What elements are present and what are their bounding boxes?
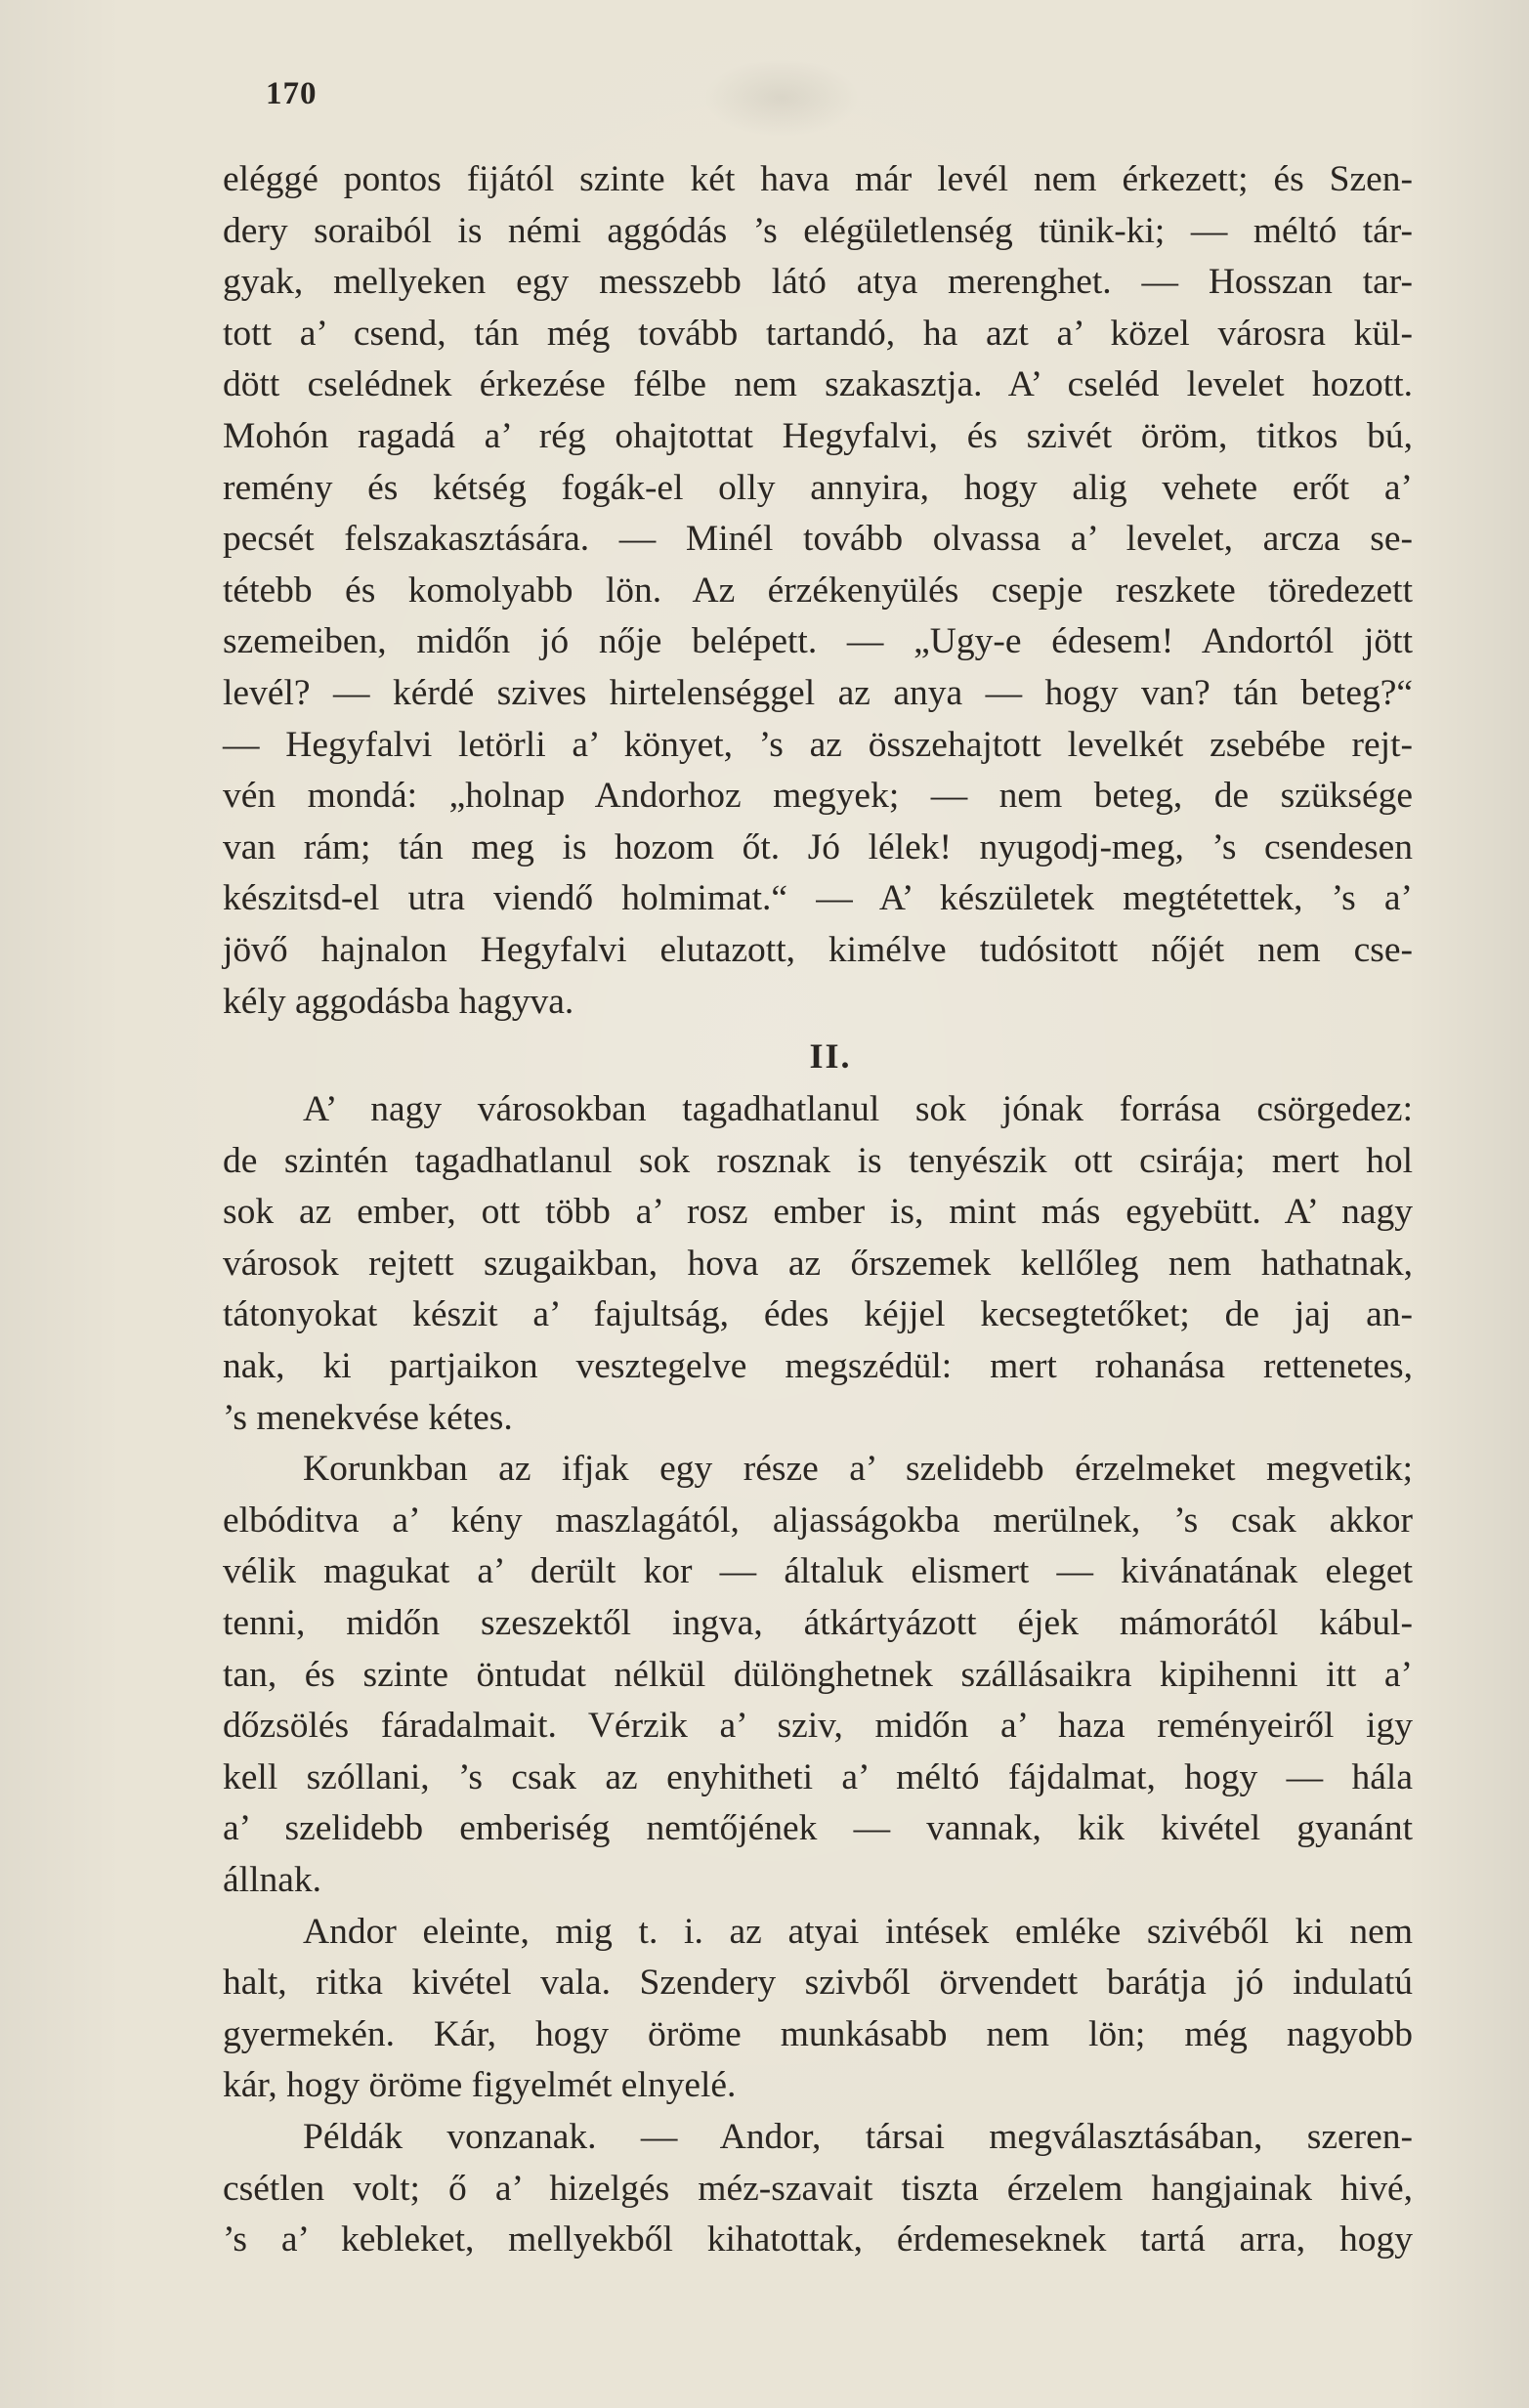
- text-line: gyak, mellyeken egy messzebb látó atya merenghet. — Hosszan tar-: [223, 262, 1413, 303]
- text-line: halt, ritka kivétel vala. Szendery szivből örvendett barátja jó indulatú: [223, 1963, 1413, 2004]
- paragraph-2: [223, 1084, 1413, 1444]
- body-text: [223, 154, 1413, 2266]
- text-line: kell szóllani, ’s csak az enyhitheti a’ méltó fájdalmat, hogy — hála: [223, 1756, 1413, 1797]
- text-line: gyermekén. Kár, hogy öröme munkásabb nem lön; még nagyobb: [223, 2013, 1413, 2054]
- text-line: remény és kétség fogák-el olly annyira, hogy alig vehete erőt a’: [223, 467, 1413, 508]
- text-line: sok az ember, ott több a’ rosz ember is, mint más egyebütt. A’ nagy: [223, 1192, 1413, 1233]
- text-line: Mohón ragadá a’ rég ohajtottat Hegyfalvi, és szivét öröm, titkos bú,: [223, 415, 1413, 456]
- text-line: — Hegyfalvi letörli a’ könyet, ’s az összehajtott levelkét zsebébe rejt-: [223, 724, 1413, 765]
- text-line: tott a’ csend, tán még tovább tartandó, ha azt a’ közel városra kül-: [223, 313, 1413, 354]
- text-line: pecsét felszakasztására. — Minél tovább olvassa a’ levelet, arcza se-: [223, 519, 1413, 560]
- text-line: ’s menekvése kétes.: [223, 1397, 513, 1438]
- text-line: elbóditva a’ kény maszlagától, aljasságokba merülnek, ’s csak akkor: [223, 1500, 1413, 1541]
- text-line: Példák vonzanak. — Andor, társai megválasztásában, szeren-: [303, 2116, 1413, 2157]
- text-line: csétlen volt; ő a’ hizelgés méz-szavait tiszta érzelem hangjainak hivé,: [223, 2168, 1413, 2209]
- text-line: a’ szelidebb emberiség nemtőjének — vannak, kik kivétel gyanánt: [223, 1808, 1413, 1849]
- text-line: van rám; tán meg is hozom őt. Jó lélek! nyugodj-meg, ’s csendesen: [223, 826, 1413, 867]
- text-line: levél? — kérdé szives hirtelenséggel az anya — hogy van? tán beteg?“: [223, 672, 1413, 713]
- text-line: kély aggodásba hagyva.: [223, 981, 574, 1022]
- text-line: dött cselédnek érkezése félbe nem szakasztja. A’ cseléd levelet hozott.: [223, 364, 1413, 405]
- text-line: dery soraiból is némi aggódás ’s elégületlenség tünik-ki; — méltó tár-: [223, 210, 1413, 251]
- text-line: tan, és szinte öntudat nélkül dülönghetnek szállásaikra kipihenni itt a’: [223, 1654, 1413, 1695]
- text-line: vélik magukat a’ derült kor — általuk elismert — kivánatának eleget: [223, 1551, 1413, 1592]
- text-line: tátonyokat készit a’ fajultság, édes kéjjel kecsegtetőket; de jaj an-: [223, 1294, 1413, 1335]
- text-line: eléggé pontos fijától szinte két hava már levél nem érkezett; és Szen-: [223, 159, 1413, 199]
- text-line: tenni, midőn szeszektől ingva, átkártyázott éjek mámorától kábul-: [223, 1603, 1413, 1644]
- paragraph-5: [223, 2112, 1413, 2266]
- text-line: készitsd-el utra viendő holmimat.“ — A’ készületek megtétettek, ’s a’: [223, 878, 1413, 919]
- text-line: állnak.: [223, 1860, 322, 1900]
- text-line: Andor eleinte, mig t. i. az atyai intések emléke szivéből ki nem: [303, 1911, 1413, 1952]
- text-line: városok rejtett szugaikban, hova az őrszemek kellőleg nem hathatnak,: [223, 1243, 1413, 1284]
- paragraph-3: [223, 1444, 1413, 1906]
- text-line: Korunkban az ifjak egy része a’ szelidebb érzelmeket megvetik;: [303, 1449, 1413, 1490]
- text-line: szemeiben, midőn jó nője belépett. — „Ugy-e édesem! Andortól jött: [223, 621, 1413, 662]
- page-number: 170: [266, 76, 318, 111]
- text-line: nak, ki partjaikon vesztegelve megszédül: mert rohanása rettenetes,: [223, 1346, 1413, 1387]
- text-line: ’s a’ kebleket, mellyekből kihatottak, érdemeseknek tartá arra, hogy: [223, 2219, 1413, 2260]
- text-line: vén mondá: „holnap Andorhoz megyek; — nem beteg, de szüksége: [223, 776, 1413, 817]
- text-line: dőzsölés fáradalmait. Vérzik a’ sziv, midőn a’ haza reményeiről igy: [223, 1706, 1413, 1747]
- show-through-stain: [703, 59, 860, 137]
- text-line: tétebb és komolyabb lön. Az érzékenyülés csepje reszkete töredezett: [223, 570, 1413, 611]
- text-line: jövő hajnalon Hegyfalvi elutazott, kimélve tudósitott nőjét nem cse-: [223, 929, 1413, 970]
- paragraph-1: [223, 154, 1413, 1028]
- text-line: A’ nagy városokban tagadhatlanul sok jónak forrása csörgedez:: [303, 1089, 1413, 1130]
- text-line: kár, hogy öröme figyelmét elnyelé.: [223, 2065, 737, 2106]
- section-heading: II.: [809, 1036, 852, 1077]
- text-line: de szintén tagadhatlanul sok rosznak is tenyészik ott csirája; mert hol: [223, 1140, 1413, 1181]
- paragraph-4: [223, 1907, 1413, 2112]
